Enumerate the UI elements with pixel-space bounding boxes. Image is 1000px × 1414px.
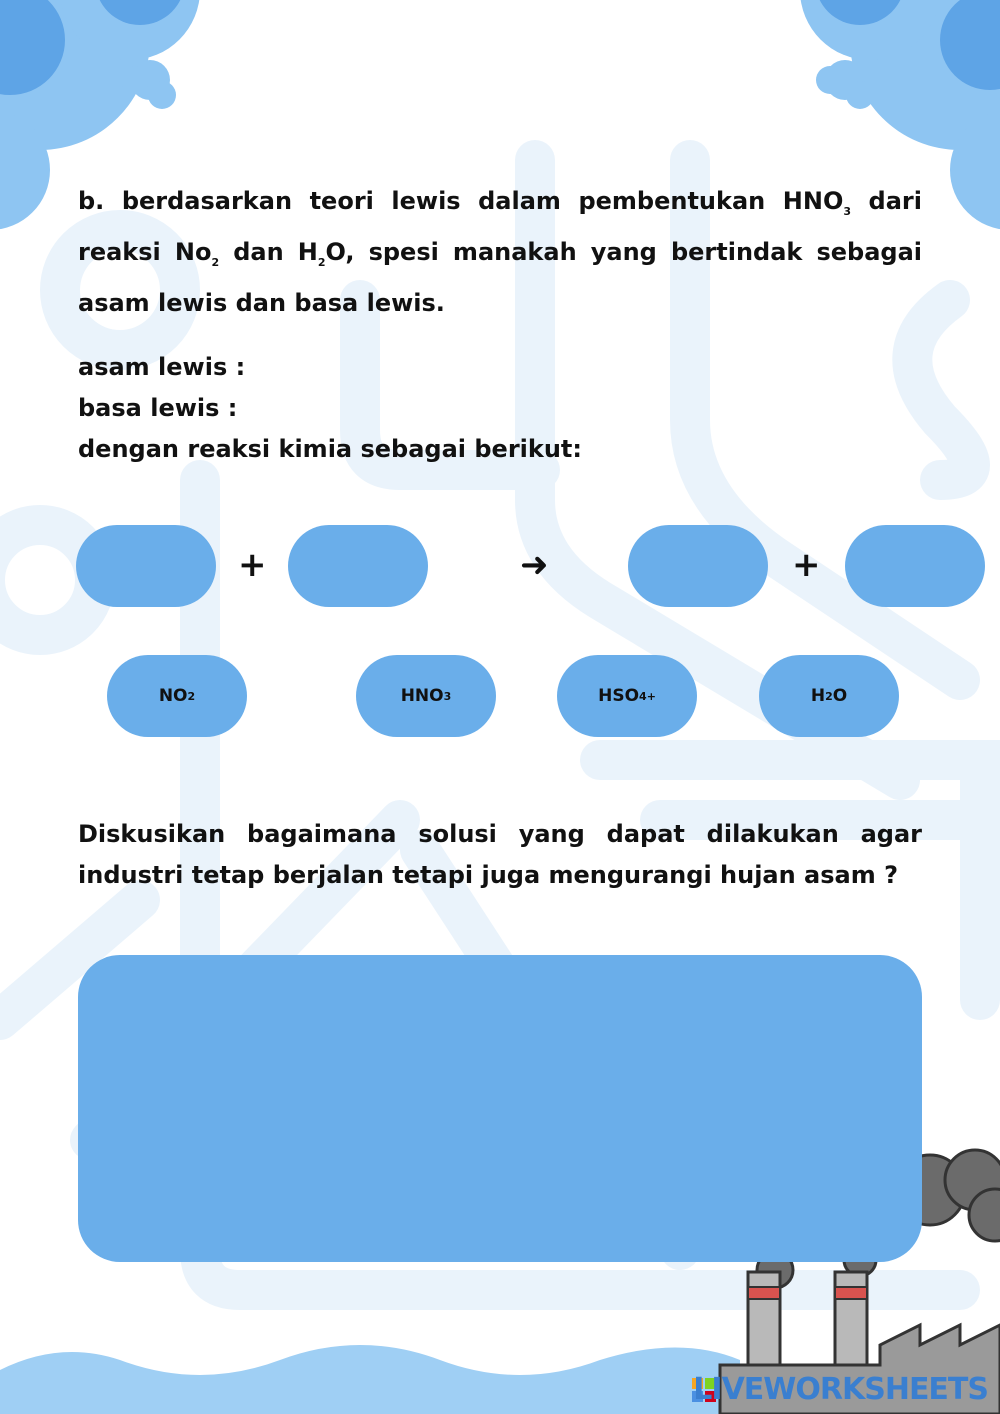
bottom-wave	[0, 1345, 740, 1414]
question-b-sub-3: 2	[317, 255, 326, 269]
option-hno3-sub: 3	[443, 689, 452, 703]
question-b-text-3: dan H	[219, 237, 318, 266]
reaction-arrow: ➜	[520, 545, 549, 585]
watermark: LIVEWORKSHEETS	[693, 1372, 988, 1407]
plus-sign-1: +	[238, 545, 267, 585]
question-b-sub-2: 2	[211, 255, 220, 269]
option-no2[interactable]	[107, 655, 247, 737]
question-b-sub-1: 3	[843, 204, 852, 218]
option-hso4-base: HSO	[598, 686, 640, 706]
question-b-text-4: O, spesi manakah yang bertindak sebagai asam lewis dan basa lewis.	[78, 237, 922, 317]
option-hso4[interactable]	[557, 655, 697, 737]
discussion-question	[78, 814, 922, 896]
reactant-slot-1[interactable]	[76, 525, 216, 607]
reaction-label: dengan reaksi kimia sebagai berikut:	[78, 435, 582, 463]
basa-lewis-label: basa lewis :	[78, 394, 238, 422]
option-hso4-sup: +	[646, 689, 656, 703]
option-h2o-base: H	[810, 686, 826, 706]
product-slot-1[interactable]	[628, 525, 768, 607]
option-no2-base: NO	[158, 686, 188, 706]
option-h2o-after: O	[832, 686, 848, 706]
answer-labels	[78, 347, 922, 470]
question-b-text-2: dari reaksi No	[78, 187, 922, 266]
question-b-text-1: b. berdasarkan teori lewis dalam pembentukan HNO	[78, 187, 844, 215]
asam-lewis-label: asam lewis :	[78, 353, 246, 381]
question-b	[78, 181, 922, 324]
reactant-slot-2[interactable]	[288, 525, 428, 607]
option-no2-sub: 2	[187, 689, 196, 703]
option-hno3-base: HNO	[400, 686, 444, 706]
option-hso4-sub: 4	[639, 689, 647, 703]
discussion-question-text: Diskusikan bagaimana solusi yang dapat dilakukan agar industri tetap berjalan tetapi juga mengurangi hujan asam ?	[78, 820, 922, 889]
option-h2o[interactable]	[759, 655, 899, 737]
option-h2o-sub: 2	[825, 689, 833, 703]
plus-sign-2: +	[792, 545, 821, 585]
option-hno3[interactable]	[356, 655, 496, 737]
discussion-answer-box[interactable]	[78, 955, 922, 1262]
product-slot-2[interactable]	[845, 525, 985, 607]
